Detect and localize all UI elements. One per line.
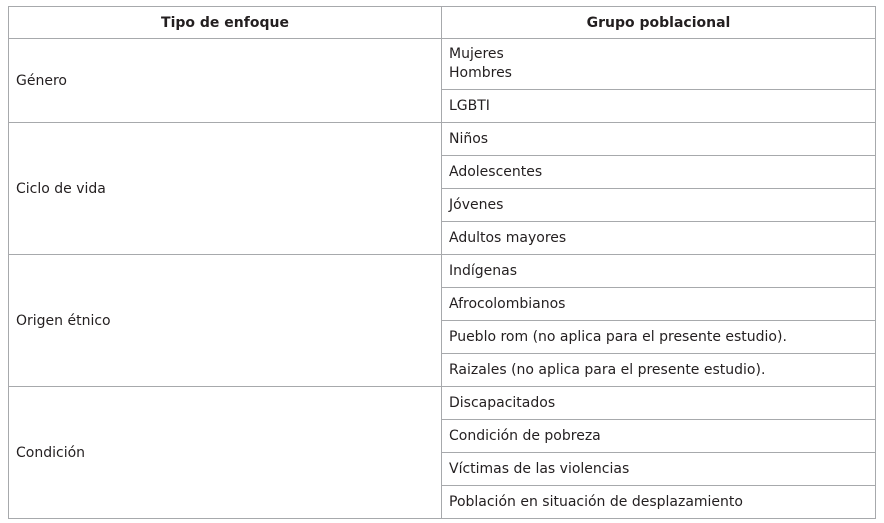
category-cell: Condición: [9, 387, 442, 519]
table-row: [9, 123, 876, 156]
category-cell: Género: [9, 39, 442, 123]
group-cell: Discapacitados: [442, 387, 876, 420]
category-cell: Origen étnico: [9, 255, 442, 387]
group-cell: LGBTI: [442, 90, 876, 123]
group-cell: Adultos mayores: [442, 222, 876, 255]
group-label: Mujeres: [449, 46, 504, 62]
group-cell: Jóvenes: [442, 189, 876, 222]
group-cell: Pueblo rom (no aplica para el presente estudio).: [442, 321, 876, 354]
population-table: [8, 6, 876, 519]
header-grupo-poblacional: Grupo poblacional: [442, 7, 876, 39]
group-cell: Raizales (no aplica para el presente estudio).: [442, 354, 876, 387]
category-cell: Ciclo de vida: [9, 123, 442, 255]
group-cell: Víctimas de las violencias: [442, 453, 876, 486]
header-tipo-enfoque: Tipo de enfoque: [9, 7, 442, 39]
group-label: Hombres: [449, 65, 512, 81]
table-row: [9, 387, 876, 420]
table-row: [9, 255, 876, 288]
group-cell: Adolescentes: [442, 156, 876, 189]
group-cell: Indígenas: [442, 255, 876, 288]
group-cell: [442, 39, 876, 90]
group-cell: Niños: [442, 123, 876, 156]
group-cell: Condición de pobreza: [442, 420, 876, 453]
group-cell: Afrocolombianos: [442, 288, 876, 321]
table-row: [9, 39, 876, 90]
table-header-row: [9, 7, 876, 39]
group-cell: Población en situación de desplazamiento: [442, 486, 876, 519]
